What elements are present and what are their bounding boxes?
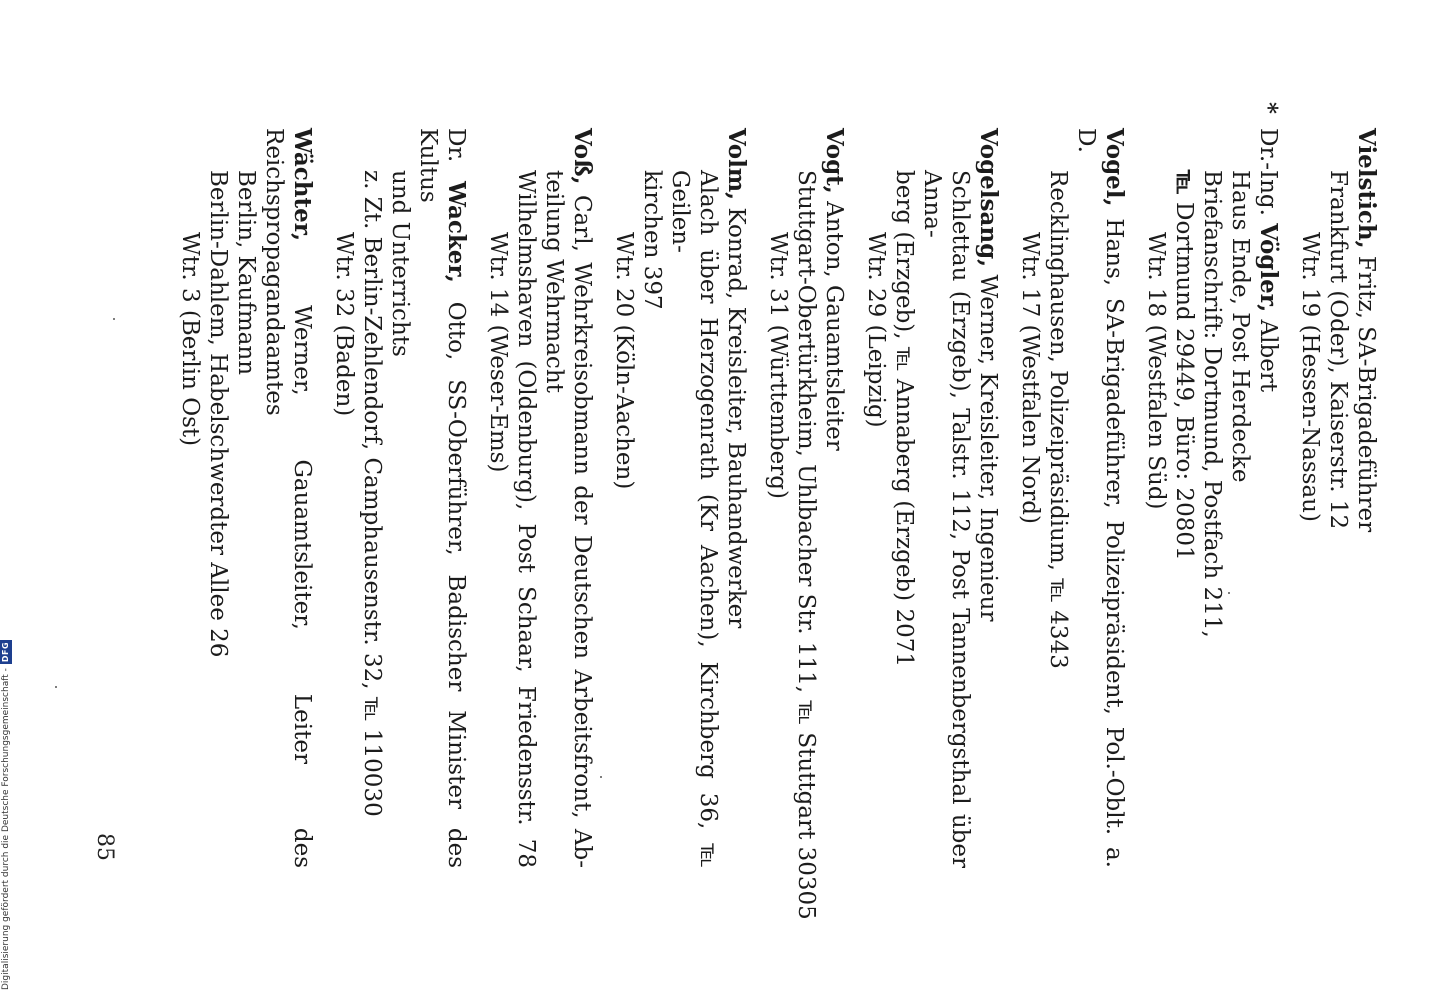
entry-name: Volm, [723,128,750,201]
entry-heading [722,128,750,868]
entry-address: Schlettau (Erzgeb), Talstr. 112, Post Tannenbergsthal über Anna- [919,170,973,868]
entry-address: Frankfurt (Oder), Kaiserstr. 12 [1325,170,1351,530]
scan-speck [600,776,602,778]
entry-text: Otto, SS-Oberführer, Badischer Minister des Kultus [415,128,469,868]
entry-heading [1072,128,1128,868]
entry-heading [820,128,848,868]
entry-address: Haus Ende, Post Herdecke [1227,170,1253,483]
entry-address: Stuttgart-Obertürkheim, Uhlbacher Str. 111, ℡ Stuttgart 30305 [793,170,819,920]
directory-entry [1142,102,1282,868]
entry-name: Wächter, [289,128,316,242]
entry-address: und Unterrichts [387,170,413,357]
entry-name: Vögler, [1255,223,1282,313]
entry-text: Hans, SA-Brigadeführer, Polizeipräsident, Pol.-Oblt. a. D. [1073,128,1127,868]
entry-address: kirchen 397 [639,170,665,310]
entry-address: Recklinghausen, Polizeipräsidium, ℡ 4343 [1045,170,1071,669]
directory-entry [176,128,316,868]
entry-text: Werner, Gauamtsleiter, Leiter des Reichspropagandaamtes [261,128,315,868]
page-number: 85 [92,833,117,861]
entry-district: Wtr. 31 (Württemberg) [765,232,791,499]
entry-district: Wtr. 14 (Weser-Ems) [485,232,511,473]
entry-prefix: Dr. [443,128,469,182]
entry-heading [1254,102,1282,868]
entry-name: Vogelsang, [975,128,1002,268]
asterisk-marker: * [1255,102,1282,115]
directory-entry [1296,128,1380,868]
entry-heading [974,128,1002,868]
entry-name: Vielstich, [1353,128,1380,249]
scan-speck [55,686,57,688]
entry-district: Wtr. 17 (Westfalen Nord) [1017,232,1043,524]
entry-text: Carl, Wehrkreisobmann der Deutschen Arbeitsfront, Ab- [569,184,595,868]
entry-heading [568,128,596,868]
entry-name: Vogt, [821,128,848,194]
entry-address: berg (Erzgeb), ℡ Annaberg (Erzgeb) 2071 [891,170,917,667]
credit-text: Digitalisierung gefördert durch die Deutsche Forschungsgemeinschaft - [1,668,11,990]
entry-name: Vogel, [1101,128,1128,207]
entry-address [1170,128,1198,868]
directory-entry [764,128,848,920]
digitization-credit [0,600,12,990]
entry-prefix: Dr.-Ing. [1255,128,1281,224]
entry-district: Wtr. 18 (Westfalen Süd) [1143,232,1169,510]
directory-entry [610,128,750,868]
entry-name: Wacker, [443,181,470,283]
entry-address: Briefanschrift: Dortmund, Postfach 211, [1199,170,1225,638]
entry-address: Berlin-Dahlem, Habelschwerdter Allee 26 [205,170,231,658]
entry-address: teilung Wehrmacht [541,170,567,393]
entry-heading [1352,128,1380,868]
entry-heading [414,128,470,868]
entry-address: Wilhelmshaven (Oldenburg), Post Schaar, Friedensstr. 78 [513,170,539,868]
directory-entry [1016,128,1128,868]
entry-name: Voß, [569,128,596,185]
entry-address: Alach über Herzogenrath (Kr Aachen), Kirchberg 36, ℡ Geilen- [667,170,721,868]
entry-text: Dortmund 29449, Büro: 20801 [1171,194,1197,561]
entry-text: Konrad, Kreisleiter, Bauhandwerker [723,200,749,629]
entry-address: z. Zt. Berlin-Zehlendorf, Camphausenstr. 32, ℡ 110030 [359,170,385,817]
directory-entry [484,128,596,868]
entry-district: Wtr. 19 (Hessen-Nassau) [1297,232,1323,522]
directory-entry [862,128,1002,868]
scan-speck [1228,592,1230,594]
entry-district: Wtr. 20 (Köln-Aachen) [611,232,637,490]
entry-district: Wtr. 3 (Berlin Ost) [177,232,203,447]
entry-heading [260,128,316,868]
entry-text: Albert [1255,312,1281,393]
directory-listing [177,102,1380,920]
entry-text: Werner, Kreisleiter, Ingenieur [975,267,1001,622]
entry-district: Wtr. 29 (Leipzig) [863,232,889,428]
entry-district: Wtr. 32 (Baden) [331,232,357,417]
dfg-logo: DFG [1,641,10,663]
entry-text: Anton, Gauamtsleiter [821,193,847,451]
scan-speck [113,318,115,320]
entry-text: Fritz, SA-Brigadeführer [1353,248,1379,533]
directory-entry [330,128,470,868]
telephone-icon: ℡ [1171,170,1198,195]
entry-address: Berlin, Kaufmann [233,170,259,376]
